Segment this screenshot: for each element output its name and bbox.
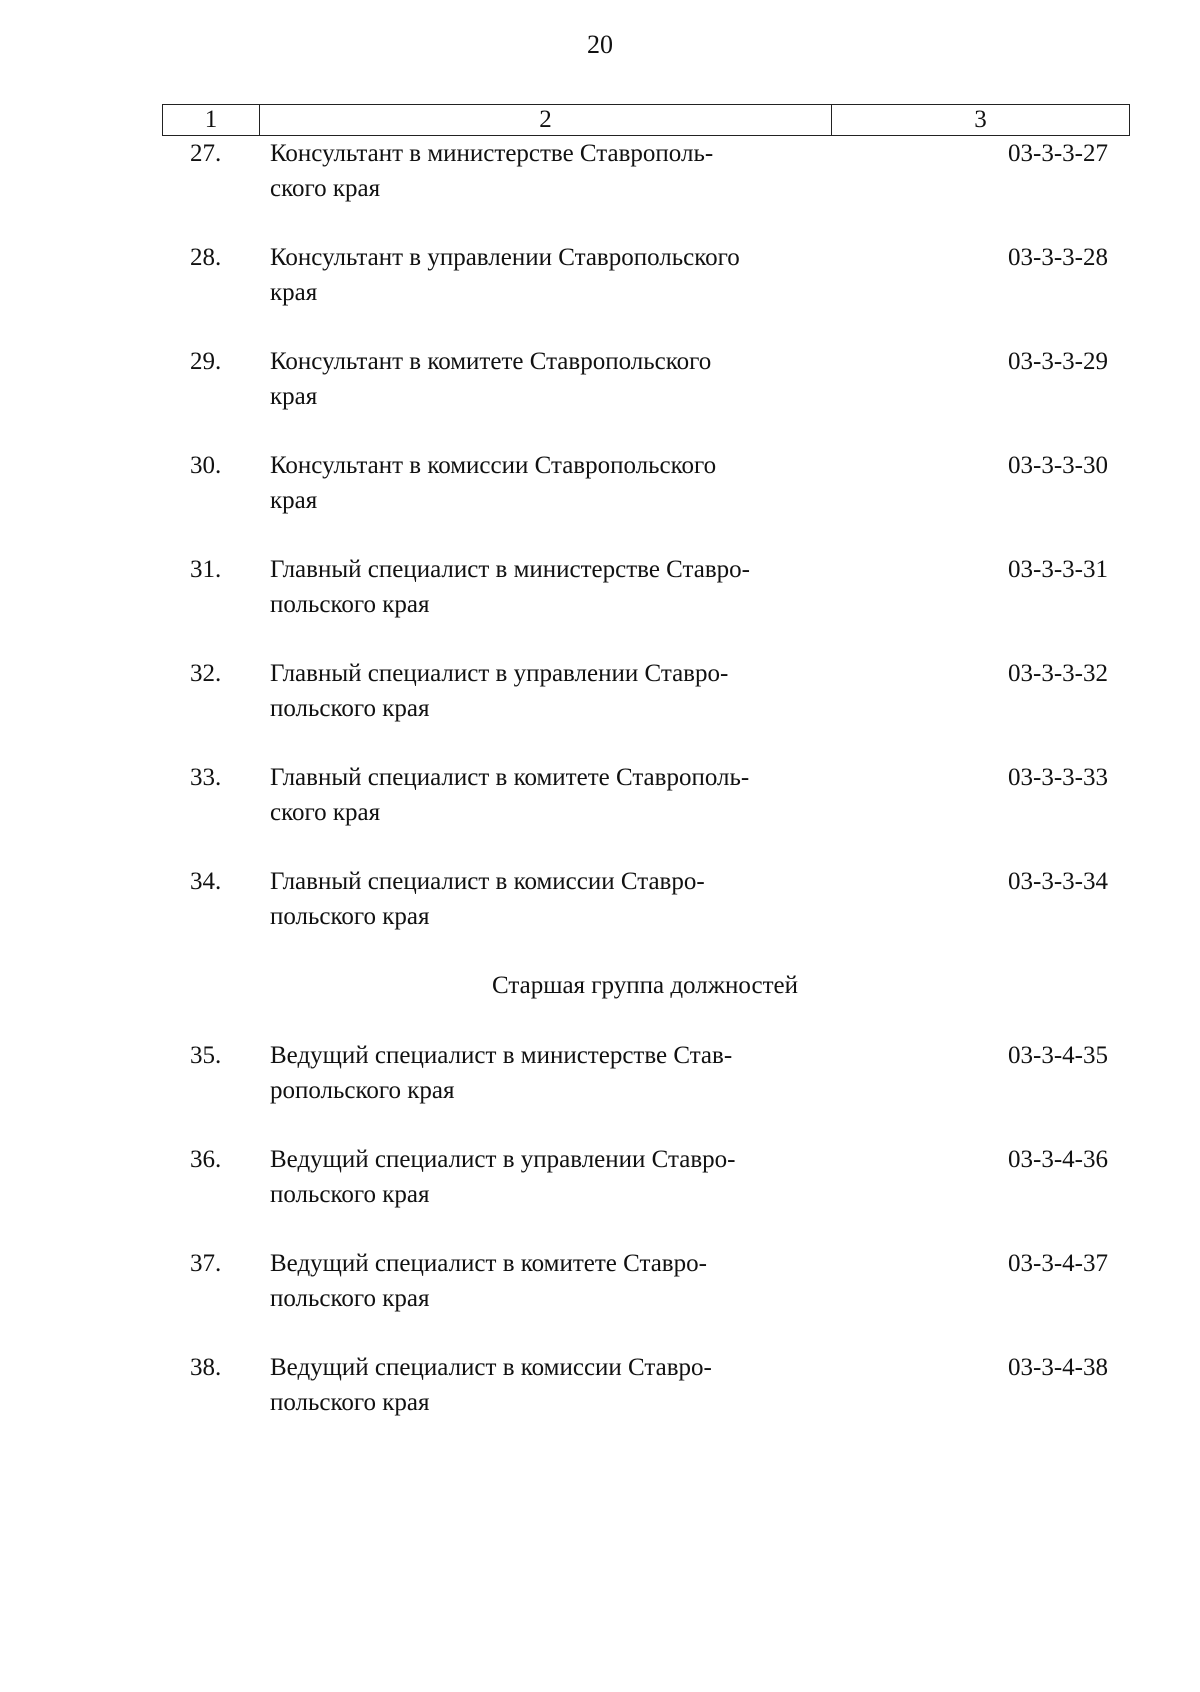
row-number: 36. <box>190 1146 222 1173</box>
row-code: 03-3-4-38 <box>1008 1354 1108 1381</box>
table-row <box>0 136 1200 240</box>
row-code: 03-3-4-36 <box>1008 1146 1108 1173</box>
row-description <box>270 1246 870 1316</box>
header-col-2: 2 <box>260 105 832 135</box>
row-description-line: Консультант в комиссии Ставропольского <box>270 452 717 479</box>
row-number: 27. <box>190 140 222 167</box>
table-row <box>0 1246 1200 1350</box>
row-description-line: Главный специалист в управлении Ставро- <box>270 660 729 687</box>
row-number: 30. <box>190 452 222 479</box>
row-description <box>270 136 870 206</box>
row-description <box>270 344 870 414</box>
table-row <box>0 448 1200 552</box>
row-description <box>270 656 870 726</box>
row-description <box>270 448 870 518</box>
row-description <box>270 864 870 934</box>
row-description-line: польского края <box>270 591 430 618</box>
row-description-line: польского края <box>270 1285 430 1312</box>
row-number: 33. <box>190 764 222 791</box>
row-number: 34. <box>190 868 222 895</box>
row-code: 03-3-4-35 <box>1008 1042 1108 1069</box>
row-description <box>270 1142 870 1212</box>
row-description <box>270 760 870 830</box>
table-row <box>0 1038 1200 1142</box>
row-code: 03-3-4-37 <box>1008 1250 1108 1277</box>
row-code: 03-3-3-32 <box>1008 660 1108 687</box>
row-code: 03-3-3-34 <box>1008 868 1108 895</box>
row-number: 38. <box>190 1354 222 1381</box>
header-col-3: 3 <box>974 106 987 133</box>
row-description-line: края <box>270 487 318 514</box>
row-description-line: Главный специалист в комитете Ставрополь- <box>270 764 750 791</box>
row-description-line: Главный специалист в комиссии Ставро- <box>270 868 705 895</box>
row-description-line: Консультант в комитете Ставропольского <box>270 348 712 375</box>
row-description-line: Ведущий специалист в министерстве Став- <box>270 1042 733 1069</box>
row-description-line: ропольского края <box>270 1077 455 1104</box>
row-description-line: ского края <box>270 799 381 826</box>
row-description-line: Ведущий специалист в комиссии Ставро- <box>270 1354 712 1381</box>
row-description <box>270 552 870 622</box>
row-description <box>270 1038 870 1108</box>
row-description-line: края <box>270 383 318 410</box>
row-description <box>270 240 870 310</box>
table-row <box>0 1350 1200 1454</box>
table-row <box>0 656 1200 760</box>
row-number: 35. <box>190 1042 222 1069</box>
header-col-1: 1 <box>163 105 260 135</box>
row-description-line: Ведущий специалист в управлении Ставро- <box>270 1146 736 1173</box>
table-row <box>0 864 1200 968</box>
row-description-line: Консультант в министерстве Ставрополь- <box>270 140 714 167</box>
row-description <box>270 1350 870 1420</box>
table-header <box>162 104 1130 136</box>
row-description-line: Главный специалист в министерстве Ставро- <box>270 556 750 583</box>
row-number: 29. <box>190 348 222 375</box>
row-number: 31. <box>190 556 222 583</box>
page-number: 20 <box>587 30 613 59</box>
row-description-line: ского края <box>270 175 381 202</box>
row-description-line: Ведущий специалист в комитете Ставро- <box>270 1250 707 1277</box>
row-code: 03-3-3-29 <box>1008 348 1108 375</box>
table-row <box>0 552 1200 656</box>
row-number: 28. <box>190 244 222 271</box>
table-row <box>0 1142 1200 1246</box>
row-code: 03-3-3-33 <box>1008 764 1108 791</box>
row-code: 03-3-3-28 <box>1008 244 1108 271</box>
row-description-line: польского края <box>270 1181 430 1208</box>
table-row <box>0 344 1200 448</box>
row-description-line: польского края <box>270 695 430 722</box>
row-code: 03-3-3-31 <box>1008 556 1108 583</box>
table-row <box>0 760 1200 864</box>
row-description-line: Консультант в управлении Ставропольского <box>270 244 740 271</box>
row-description-line: польского края <box>270 903 430 930</box>
table-body <box>0 136 1200 1454</box>
row-number: 37. <box>190 1250 222 1277</box>
row-number: 32. <box>190 660 222 687</box>
row-code: 03-3-3-27 <box>1008 140 1108 167</box>
table-row <box>0 240 1200 344</box>
group-heading: Старшая группа должностей <box>492 972 798 999</box>
row-description-line: польского края <box>270 1389 430 1416</box>
row-description-line: края <box>270 279 318 306</box>
row-code: 03-3-3-30 <box>1008 452 1108 479</box>
